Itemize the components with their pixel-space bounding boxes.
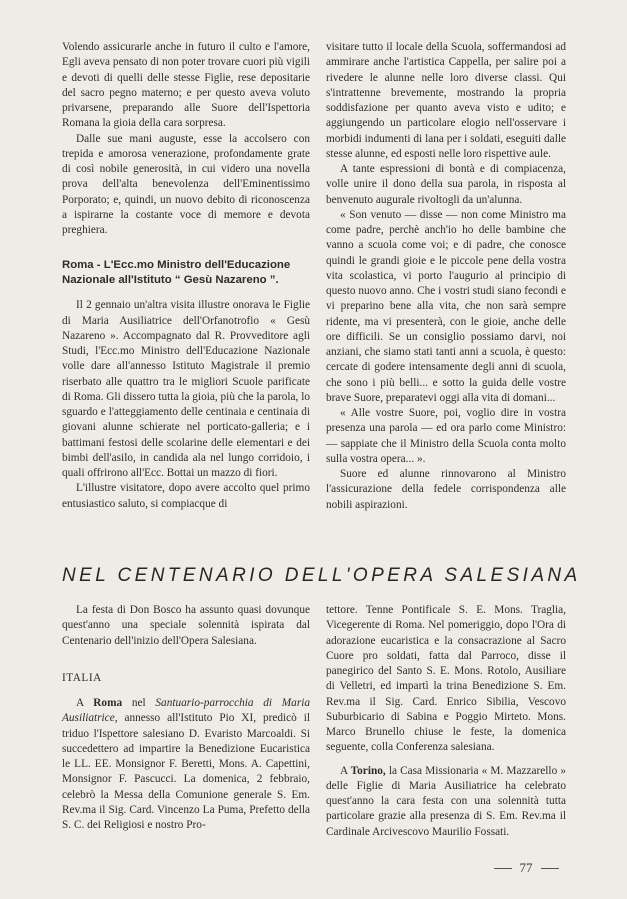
text-run: A	[340, 764, 351, 777]
text-run: A	[76, 697, 94, 709]
top-left-column	[62, 40, 310, 512]
city-name: Roma	[93, 697, 123, 709]
paragraph: Dalle sue mani auguste, esse la accolsero con trepida e amorosa venerazione, profondamente grate di così nobile generosità, in cui videro una novella prova dell'alta benevolenza dell'Eminentissimo Porporato; e, quindi, un nuovo debito di riconoscenza a ispirarne la costante voce di memore e devota preghiera.	[62, 132, 310, 236]
text-run: , annesso all'Istituto Pio XI, predicò il triduo l'Ispettore salesiano D. Evaristo Marcoaldi. Si succedettero ad impartire la Benedizione Eucaristica le LL. EE. Monsignor F. Beretti, Mons. A. Capettini, Monsignor F. Pascucci. La domenica, 2 febbraio, celebrò la Messa della Comunione generale S. Em. Rev.ma il Sig. Card. Vincenzo La Puma, Prefetto della S. C. dei Religiosi e nostro Pro-	[62, 712, 310, 831]
paragraph: Suore ed alunne rinnovarono al Ministro l'assicurazione della fedele corrispondenza alle nobili aspirazioni.	[326, 468, 566, 511]
bottom-left-column	[62, 603, 310, 833]
paragraph: L'illustre visitatore, dopo avere accolto quel primo entusiastico saluto, si compiacque di	[62, 482, 310, 510]
paragraph: Il 2 gennaio un'altra visita illustre onorava le Figlie di Maria Ausiliatrice dell'Orfanotrofio « Gesù Nazareno ». Accompagnato dal R. Provveditore agli Studi, l'Ecc.mo Ministro dell'Educazione Nazionale volle dare all'annesso Istituto Magistrale il premio riserbato alle quattro tra le migliori Scuole parificate di Roma. Gli dissero tutta la gioia, più che la parola, lo sguardo e l'atteggiamento delle centinaia e centinaia di giovani alunne schierate nel porticato-galleria; e i battimani festosi delle scolarine delle elementari e dei bimbi dell'asilo, in candida ala nel lungo corridoio, i quali offrirono all'Ecc. Bottai un mazzo di fiori.	[62, 299, 310, 479]
paragraph-torino	[326, 764, 566, 840]
paragraph: A tante espressioni di bontà e di compiacenza, volle unire il dono della sua parola, in risposta al benvenuto augurale rivoltogli da un'alunna.	[326, 163, 566, 206]
paragraph: La festa di Don Bosco ha assunto quasi dovunque quest'anno una speciale solennità ispirata dal Centenario dell'inizio dell'Opera Salesiana.	[62, 604, 310, 647]
paragraph: « Alle vostre Suore, poi, voglio dire in vostra presenza una parola — ed ora parlo come Ministro: — sappiate che il Ministro della Scuola conta molto sulla vostra opera... ».	[326, 407, 566, 465]
page-number	[486, 860, 566, 876]
city-name: Torino,	[350, 764, 386, 777]
paragraph-roma	[62, 696, 310, 833]
paragraph: visitare tutto il locale della Scuola, soffermandosi ad ammirare anche l'artistica Cappella, per salire poi a rivedere le alunne nelle loro diverse classi. Qui s'intrattenne brevemente, mostrando la propria soddisfazione per quanto aveva visto e udito; e aggiungendo un particolare elogio nell'osservare i morbidi indumenti di lana per i soldati, eseguiti dalle stesse alunne, ed esposti nelle loro rispettive aule.	[326, 41, 566, 160]
place-name: Santuario-parrocchia di Maria Ausiliatrice	[62, 697, 310, 725]
page-number-dash-right	[541, 868, 559, 869]
paragraph: Volendo assicurarle anche in futuro il culto e l'amore, Egli aveva pensato di non poter trovare cuori più vigili e devoti di quelli delle stesse Figlie, rese depositarie del sacro pegno materno; e per questo aveva voluto privarsene, preparando alle Suore dell'Ispettoria Romana la gioia della cara sorpresa.	[62, 41, 310, 130]
paragraph: tettore. Tenne Pontificale S. E. Mons. Traglia, Vicegerente di Roma. Nel pomeriggio, dopo l'Ora di adorazione eucaristica e la consacrazione al Sacro Cuore pro soldati, fatta dal Parroco, disse il panegirico del Santo S. E. Mons. Rotolo, Ausiliare di Velletri, ed impartì la trina Benedizione S. Em. Rev.ma il Sig. Card. Enrico Sibilia, Vescovo Suburbicario di Sabina e Poggio Mirteto. Mons. Marco Brunello chiuse le feste, la domenica seguente, colla Conferenza salesiana.	[326, 604, 566, 754]
article-heading: Roma - L'Ecc.mo Ministro dell'Educazione Nazionale all'Istituto “ Gesù Nazareno ”.	[62, 259, 291, 287]
top-right-column	[326, 40, 566, 513]
paragraph: « Son venuto — disse — non come Ministro ma come padre, perchè anch'io ho delle bambine che vanno a scuola come voi; e di padre, che conosce quindi le grandi gioie e le piccole pene della vostra vita scolastica, vi porto l'augurio al principio di questo nuovo anno. Che i vostri studi siano fecondi e vi preparino bene alla vita, che non sarà sempre ridente, ma vi presenterà, con le gioie, anche delle ore difficili. Se un consiglio possiamo darvi, noi anziani, che siamo stati tanti anni a scuola, è questo: cercate di godere intensamente degli anni di scuola, che sono i più belli... e sotto la guida delle vostre brave Suore, preparatevi oggi alla vita di domani...	[326, 208, 566, 404]
country-heading: ITALIA	[62, 671, 102, 684]
page-number-text: 77	[519, 860, 533, 875]
page-number-dash-left	[494, 868, 512, 869]
text-run: nel	[122, 697, 156, 709]
bottom-right-column	[326, 603, 566, 840]
section-title: NEL CENTENARIO DELL'OPERA SALESIANA	[62, 565, 581, 586]
text-run: la Casa Missionaria « M. Mazzarello » delle Figlie di Maria Ausiliatrice ha celebrato quest'anno la cara festa con una solennità tutta particolare grazie alla presenza di S. Em. Rev.ma il Cardinale Arcivescovo Maurilio Fossati.	[326, 764, 566, 838]
